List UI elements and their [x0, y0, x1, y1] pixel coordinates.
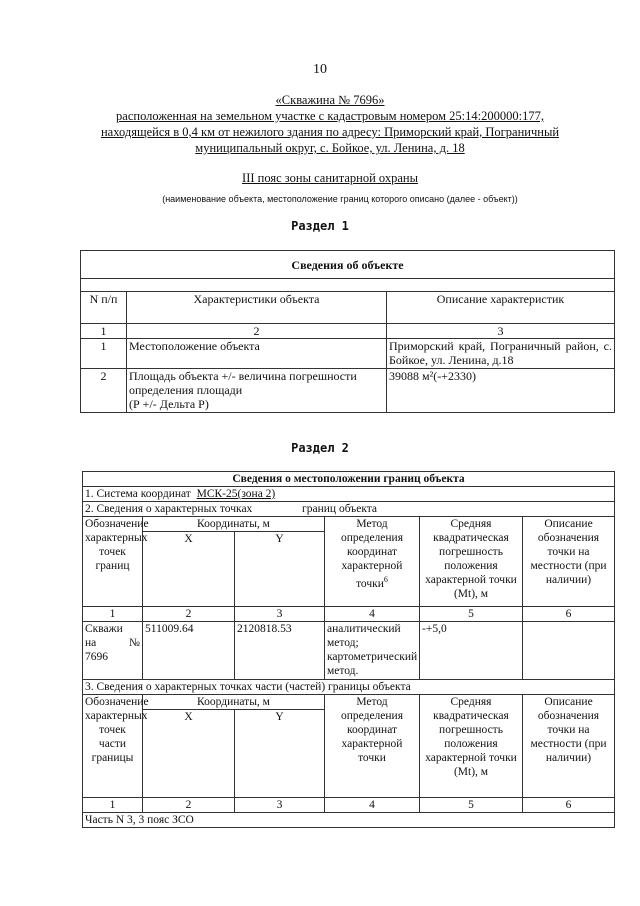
point-y: 2120818.53	[235, 622, 325, 680]
col-index: 1	[81, 324, 127, 339]
zone-title: III пояс зоны санитарной охраны	[242, 171, 418, 185]
point-name-word: на	[85, 637, 97, 649]
col-desc-header: Описание характеристик	[387, 292, 615, 324]
col-index: 4	[325, 798, 420, 813]
col-coords-header: Координаты, м	[143, 517, 325, 532]
object-info-title: Сведения об объекте	[81, 251, 615, 279]
col-point-header: Обозначение характерных точек границ	[83, 517, 143, 607]
col-index: 6	[523, 607, 615, 622]
col-num-header: N п/п	[81, 292, 127, 324]
row-desc: Приморский край, Пограничный район, с. Бойкое, ул. Ленина, д.18	[387, 339, 615, 369]
section-2-label: Раздел 2	[291, 441, 349, 455]
part-heading: 3. Сведения о характерных точках части (частей) границы объекта	[83, 680, 615, 695]
table-row	[81, 339, 615, 369]
col-y-header: Y	[235, 532, 325, 607]
col-index: 5	[420, 798, 523, 813]
col-index: 2	[127, 324, 387, 339]
col-desc-header: Описание обозначения точки на местности (при наличии)	[523, 517, 615, 607]
coord-system-value: МСК-25(зона 2)	[196, 488, 276, 500]
col-index: 2	[143, 798, 235, 813]
object-location-line-3: муниципальный округ, с. Бойкое, ул. Ленина, д. 18	[195, 141, 465, 155]
table-row	[81, 369, 615, 413]
row-char	[127, 369, 387, 413]
point-name-word: №	[129, 637, 140, 649]
object-location-line-2: находящейся в 0,4 км от нежилого здания по адресу: Приморский край, Пограничный	[100, 125, 560, 139]
col-index: 6	[523, 798, 615, 813]
part-label: Часть N 3, 3 пояс ЗСО	[83, 813, 615, 828]
col-accuracy-header: Средняя квадратическая погрешность положения характерной точки (Mt), м	[420, 517, 523, 607]
col-y-header: Y	[235, 710, 325, 798]
row-char-line: Площадь объекта +/- величина погрешности	[129, 369, 357, 383]
col-method-text: Метод определения координат характерной точки	[340, 518, 403, 590]
point-name-line: Скважи	[85, 623, 123, 635]
row-desc: 39088 м²(-+2330)	[387, 369, 615, 413]
col-index: 1	[83, 607, 143, 622]
footnote-mark: 6	[383, 575, 388, 584]
col-x-header: X	[143, 532, 235, 607]
col-index: 5	[420, 607, 523, 622]
row-char-line: определения площади	[129, 383, 243, 397]
page-number: 10	[313, 62, 327, 77]
col-index: 3	[387, 324, 615, 339]
point-name-line: 7696	[85, 651, 108, 663]
point-x: 511009.64	[143, 622, 235, 680]
point-method: аналитический метод; картометрический метод.	[325, 622, 420, 680]
col-index: 3	[235, 607, 325, 622]
points-heading-part-1: 2. Сведения о характерных точках	[85, 503, 253, 515]
col-method-header	[325, 517, 420, 607]
points-heading	[83, 502, 615, 517]
point-desc	[523, 622, 615, 680]
row-num: 2	[81, 369, 127, 413]
col-index: 2	[143, 607, 235, 622]
object-note: (наименование объекта, местоположение границ которого описано (далее - объект))	[162, 194, 518, 204]
boundary-table-title: Сведения о местоположении границ объекта	[83, 472, 615, 487]
col-index: 3	[235, 798, 325, 813]
object-title: «Скважина № 7696»	[275, 93, 385, 107]
col-index: 4	[325, 607, 420, 622]
boundary-table	[82, 471, 615, 828]
col-char-header: Характеристики объекта	[127, 292, 387, 324]
section-1-label: Раздел 1	[291, 219, 349, 233]
col-accuracy-header: Средняя квадратическая погрешность положения характерной точки (Mt), м	[420, 695, 523, 798]
point-name	[83, 622, 143, 680]
spacer-row	[81, 279, 615, 292]
col-index: 1	[83, 798, 143, 813]
row-char: Местоположение объекта	[127, 339, 387, 369]
col-method-header: Метод определения координат характерной точки	[325, 695, 420, 798]
col-x-header: X	[143, 710, 235, 798]
point-accuracy: -+5,0	[420, 622, 523, 680]
point-name-line	[85, 636, 140, 650]
table-row	[83, 622, 615, 680]
object-info-table	[80, 250, 615, 413]
col-desc-header: Описание обозначения точки на местности (при наличии)	[523, 695, 615, 798]
points-heading-part-2: границ объекта	[302, 503, 378, 515]
col-coords-header: Координаты, м	[143, 695, 325, 710]
row-char-line: (Р +/- Дельта Р)	[129, 397, 209, 411]
coord-system-row	[83, 487, 615, 502]
col-point-part-header: Обозначение характерных точек части границы	[83, 695, 143, 798]
coord-system-label: 1. Система координат	[85, 488, 191, 500]
object-location-line-1: расположенная на земельном участке с кадастровым номером 25:14:200000:177,	[116, 109, 544, 123]
row-num: 1	[81, 339, 127, 369]
